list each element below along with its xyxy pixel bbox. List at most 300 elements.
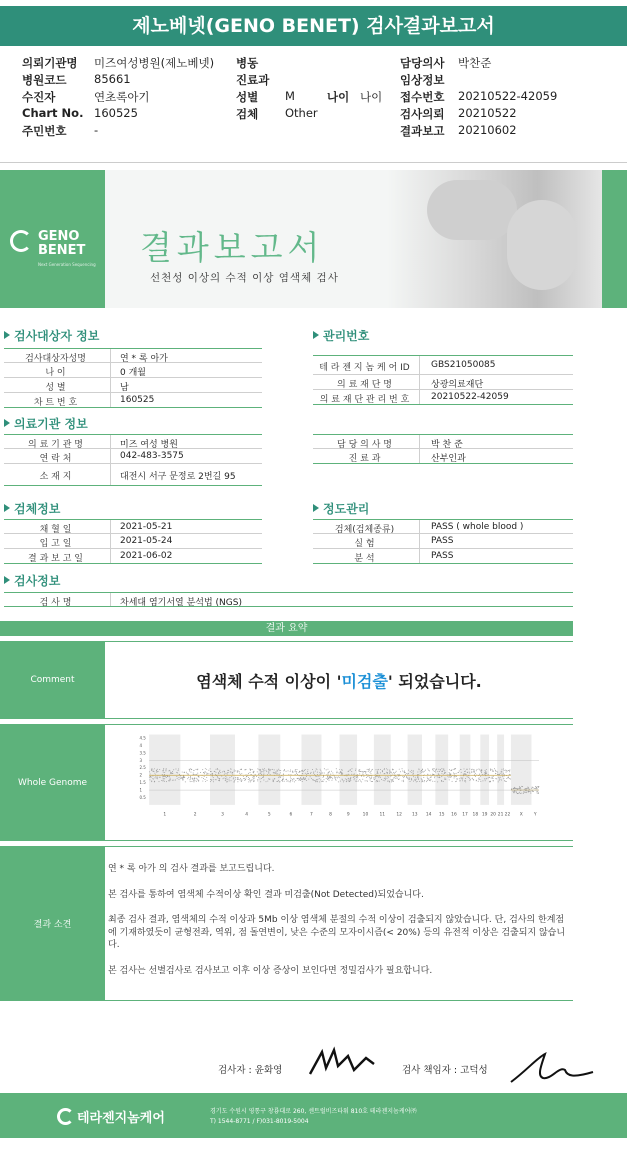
data-point: [200, 772, 201, 773]
data-point: [163, 768, 164, 769]
data-point: [228, 772, 229, 773]
data-point: [226, 781, 227, 782]
data-point: [396, 776, 397, 777]
data-point: [311, 778, 312, 779]
summary-title: 결과 요약: [0, 621, 573, 636]
data-point: [523, 793, 524, 794]
data-point: [204, 773, 205, 774]
data-point: [196, 774, 197, 775]
data-point: [369, 770, 370, 771]
data-point: [479, 777, 480, 778]
data-point: [392, 773, 393, 774]
data-point: [442, 771, 443, 772]
data-point: [159, 781, 160, 782]
data-point: [459, 770, 460, 771]
code-key: 병원코드: [22, 73, 67, 87]
data-point: [434, 776, 435, 777]
data-point: [315, 775, 316, 776]
data-point: [323, 776, 324, 777]
data-point: [368, 769, 369, 770]
comment-highlight: 미검출: [341, 671, 388, 691]
data-point: [206, 769, 207, 770]
data-point: [169, 770, 170, 771]
data-point: [184, 777, 185, 778]
data-point: [472, 778, 473, 779]
data-point: [508, 776, 509, 777]
data-point: [379, 781, 380, 782]
data-point: [305, 769, 306, 770]
data-point: [535, 788, 536, 789]
data-point: [411, 779, 412, 780]
data-point: [176, 772, 177, 773]
data-point: [294, 778, 295, 779]
table-row: 진 료 과 산부인과: [313, 449, 573, 464]
data-point: [501, 779, 502, 780]
data-point: [175, 780, 176, 781]
data-point: [151, 781, 152, 782]
x-tick-label: 2: [193, 812, 197, 818]
data-point: [354, 779, 355, 780]
data-point: [280, 776, 281, 777]
data-point: [187, 778, 188, 779]
data-point: [154, 768, 155, 769]
data-point: [422, 781, 423, 782]
data-point: [359, 773, 360, 774]
data-point: [369, 777, 370, 778]
data-point: [172, 773, 173, 774]
data-point: [504, 780, 505, 781]
data-point: [429, 770, 430, 771]
data-point: [298, 772, 299, 773]
ward-key: 병동: [236, 56, 259, 70]
y-tick-label: 2.5: [139, 765, 146, 771]
data-point: [380, 769, 381, 770]
data-point: [449, 772, 450, 773]
data-point: [234, 781, 235, 782]
y-tick-label: 3.5: [139, 750, 146, 756]
data-point: [454, 777, 455, 778]
data-point: [280, 781, 281, 782]
data-point: [154, 773, 155, 774]
data-point: [520, 793, 521, 794]
tester-signature-image: [308, 1044, 378, 1080]
data-point: [307, 773, 308, 774]
footer-address-line2: T) 1544-8771 / F)031-8019-5004: [210, 1118, 309, 1125]
data-point: [249, 769, 250, 770]
data-point: [491, 778, 492, 779]
data-point: [413, 773, 414, 774]
data-point: [481, 772, 482, 773]
doctor-key: 담당의사: [400, 56, 445, 70]
data-point: [157, 769, 158, 770]
data-point: [253, 772, 254, 773]
data-point: [415, 779, 416, 780]
data-point: [478, 769, 479, 770]
data-point: [226, 778, 227, 779]
data-point: [280, 770, 281, 771]
data-point: [157, 778, 158, 779]
table-row: 의 료 재 단 관 리 번 호 20210522-42059: [313, 390, 573, 405]
data-point: [495, 771, 496, 772]
chromosome-band: [149, 735, 180, 805]
data-point: [290, 781, 291, 782]
inst-key: 의뢰기관명: [22, 56, 78, 70]
data-point: [290, 780, 291, 781]
data-point: [481, 771, 482, 772]
data-point: [337, 777, 338, 778]
data-point: [453, 773, 454, 774]
data-point: [189, 779, 190, 780]
data-point: [206, 772, 207, 773]
data-point: [434, 781, 435, 782]
data-point: [391, 781, 392, 782]
data-point: [476, 770, 477, 771]
data-point: [152, 776, 153, 777]
data-point: [294, 781, 295, 782]
data-point: [248, 779, 249, 780]
data-point: [444, 773, 445, 774]
data-point: [449, 769, 450, 770]
data-point: [336, 780, 337, 781]
data-point: [193, 781, 194, 782]
data-point: [217, 769, 218, 770]
data-point: [354, 776, 355, 777]
data-point: [334, 776, 335, 777]
data-point: [516, 791, 517, 792]
data-point: [229, 777, 230, 778]
data-point: [306, 774, 307, 775]
data-point: [295, 774, 296, 775]
data-point: [351, 771, 352, 772]
data-point: [206, 774, 207, 775]
x-tick-label: 19: [481, 812, 488, 818]
data-point: [495, 773, 496, 774]
data-point: [202, 781, 203, 782]
data-point: [324, 768, 325, 769]
data-point: [409, 779, 410, 780]
data-point: [302, 773, 303, 774]
data-point: [149, 779, 150, 780]
data-point: [457, 772, 458, 773]
x-tick-label: Y: [533, 812, 537, 818]
data-point: [269, 769, 270, 770]
data-point: [516, 788, 517, 789]
data-point: [210, 779, 211, 780]
data-point: [467, 772, 468, 773]
data-point: [533, 787, 534, 788]
x-tick-label: 3: [221, 812, 224, 818]
x-tick-label: 20: [490, 812, 496, 818]
data-point: [241, 779, 242, 780]
data-point: [384, 780, 385, 781]
data-point: [350, 777, 351, 778]
data-point: [466, 769, 467, 770]
data-point: [480, 781, 481, 782]
data-point: [395, 778, 396, 779]
x-tick-label: 15: [438, 812, 445, 818]
data-point: [465, 771, 466, 772]
data-point: [286, 771, 287, 772]
data-point: [500, 773, 501, 774]
hospital-table: [4, 434, 262, 486]
data-point: [354, 774, 355, 775]
data-point: [424, 781, 425, 782]
data-point: [479, 774, 480, 775]
whole-genome-plot: [111, 731, 571, 819]
data-point: [410, 781, 411, 782]
logo-text-1: GENO: [38, 229, 80, 244]
data-point: [284, 781, 285, 782]
table-row: 의 료 기 관 명 미즈 여성 병원: [4, 434, 262, 449]
data-point: [221, 776, 222, 777]
data-point: [506, 770, 507, 771]
data-point: [302, 781, 303, 782]
table-row: 담 당 의 사 명 박 찬 준: [313, 434, 573, 449]
data-point: [235, 770, 236, 771]
data-point: [490, 769, 491, 770]
data-point: [471, 772, 472, 773]
data-point: [157, 777, 158, 778]
data-point: [193, 780, 194, 781]
data-point: [450, 777, 451, 778]
data-point: [502, 774, 503, 775]
data-point: [537, 791, 538, 792]
section-title-subject: 검사대상자 정보: [4, 327, 99, 344]
data-point: [178, 770, 179, 771]
data-point: [273, 772, 274, 773]
data-point: [469, 768, 470, 769]
data-point: [274, 772, 275, 773]
data-point: [387, 776, 388, 777]
data-point: [410, 771, 411, 772]
data-point: [388, 777, 389, 778]
data-point: [278, 769, 279, 770]
data-point: [326, 769, 327, 770]
x-tick-label: 4: [245, 812, 249, 818]
data-point: [528, 791, 529, 792]
table-row: 검 사 명 차세대 염기서열 분석법 (NGS): [4, 592, 573, 607]
data-point: [289, 781, 290, 782]
data-point: [521, 793, 522, 794]
data-point: [393, 772, 394, 773]
data-point: [210, 774, 211, 775]
data-point: [235, 777, 236, 778]
data-point: [486, 769, 487, 770]
data-point: [237, 777, 238, 778]
data-point: [354, 778, 355, 779]
data-point: [150, 773, 151, 774]
terragen-logo-icon: [57, 1108, 74, 1125]
data-point: [260, 769, 261, 770]
data-point: [252, 777, 253, 778]
data-point: [361, 776, 362, 777]
data-point: [300, 778, 301, 779]
data-point: [181, 777, 182, 778]
data-point: [343, 781, 344, 782]
data-point: [315, 780, 316, 781]
data-point: [384, 768, 385, 769]
data-point: [367, 769, 368, 770]
data-point: [225, 776, 226, 777]
data-point: [169, 770, 170, 771]
data-point: [268, 769, 269, 770]
data-point: [445, 772, 446, 773]
report-banner: [0, 170, 627, 308]
sex-value: M: [285, 89, 295, 103]
data-point: [300, 780, 301, 781]
data-point: [536, 791, 537, 792]
data-point: [471, 771, 472, 772]
data-point: [521, 786, 522, 787]
data-point: [525, 792, 526, 793]
data-point: [421, 778, 422, 779]
table-row: 의 료 재 단 명 상광의료재단: [313, 375, 573, 390]
data-point: [392, 779, 393, 780]
data-point: [444, 779, 445, 780]
data-point: [326, 778, 327, 779]
data-point: [419, 769, 420, 770]
data-point: [405, 774, 406, 775]
data-point: [406, 777, 407, 778]
data-point: [417, 772, 418, 773]
data-point: [430, 780, 431, 781]
data-point: [503, 768, 504, 769]
data-point: [509, 769, 510, 770]
data-point: [187, 773, 188, 774]
data-point: [386, 772, 387, 773]
data-point: [198, 776, 199, 777]
data-point: [233, 777, 234, 778]
doctor-table: [313, 434, 573, 464]
data-point: [260, 781, 261, 782]
data-point: [509, 778, 510, 779]
data-point: [413, 781, 414, 782]
data-point: [224, 778, 225, 779]
data-point: [376, 781, 377, 782]
data-point: [314, 774, 315, 775]
data-point: [357, 776, 358, 777]
data-point: [377, 769, 378, 770]
data-point: [499, 778, 500, 779]
section-title-hospital: 의료기관 정보: [4, 415, 88, 432]
data-point: [500, 777, 501, 778]
logo-text-2: BENET: [38, 243, 86, 258]
data-point: [358, 780, 359, 781]
data-point: [371, 778, 372, 779]
data-point: [361, 781, 362, 782]
data-point: [486, 778, 487, 779]
data-point: [383, 780, 384, 781]
data-point: [377, 772, 378, 773]
data-point: [330, 778, 331, 779]
data-point: [451, 776, 452, 777]
data-point: [273, 781, 274, 782]
data-point: [498, 774, 499, 775]
data-point: [240, 778, 241, 779]
data-point: [217, 777, 218, 778]
data-point: [379, 776, 380, 777]
data-point: [505, 770, 506, 771]
data-point: [338, 776, 339, 777]
chromosome-band: [497, 735, 504, 805]
data-point: [304, 770, 305, 771]
data-point: [246, 776, 247, 777]
data-point: [317, 781, 318, 782]
data-point: [283, 776, 284, 777]
data-point: [481, 769, 482, 770]
data-point: [151, 768, 152, 769]
data-point: [176, 776, 177, 777]
data-point: [166, 781, 167, 782]
data-point: [473, 780, 474, 781]
data-point: [177, 778, 178, 779]
data-point: [441, 781, 442, 782]
data-point: [427, 778, 428, 779]
data-point: [461, 772, 462, 773]
data-point: [515, 788, 516, 789]
data-point: [423, 777, 424, 778]
data-point: [407, 773, 408, 774]
data-point: [227, 779, 228, 780]
data-point: [321, 781, 322, 782]
footer-address-line1: 경기도 수원시 영통구 창룡대로 260, 센트럴비즈타워 810호 테라젠지놈케어㈜: [210, 1108, 417, 1115]
data-point: [439, 771, 440, 772]
data-point: [190, 781, 191, 782]
data-point: [455, 776, 456, 777]
data-point: [493, 780, 494, 781]
data-point: [276, 781, 277, 782]
data-point: [420, 773, 421, 774]
data-point: [183, 777, 184, 778]
data-point: [246, 778, 247, 779]
data-point: [362, 774, 363, 775]
data-point: [250, 772, 251, 773]
data-point: [153, 771, 154, 772]
data-point: [237, 781, 238, 782]
divider: [0, 162, 627, 163]
data-point: [266, 781, 267, 782]
data-point: [332, 772, 333, 773]
data-point: [244, 780, 245, 781]
data-point: [215, 774, 216, 775]
data-point: [514, 791, 515, 792]
data-point: [434, 771, 435, 772]
data-point: [346, 781, 347, 782]
data-point: [509, 771, 510, 772]
data-point: [246, 769, 247, 770]
footer-address: [210, 1107, 416, 1127]
data-point: [163, 772, 164, 773]
x-tick-label: 7: [310, 812, 313, 818]
report-title: 제노베넷(GENO BENET) 검사결과보고서: [0, 6, 627, 46]
data-point: [492, 776, 493, 777]
data-point: [518, 793, 519, 794]
data-point: [394, 773, 395, 774]
data-point: [220, 772, 221, 773]
data-point: [506, 781, 507, 782]
data-point: [267, 781, 268, 782]
manage-table: [313, 355, 573, 405]
request-key: 검사의뢰: [400, 107, 445, 121]
code-value: 85661: [94, 72, 131, 86]
data-point: [356, 777, 357, 778]
data-point: [255, 774, 256, 775]
table-row: 검사대상자성명 연 * 록 아가: [4, 348, 262, 363]
data-point: [315, 781, 316, 782]
data-point: [327, 779, 328, 780]
data-point: [198, 780, 199, 781]
data-point: [203, 772, 204, 773]
